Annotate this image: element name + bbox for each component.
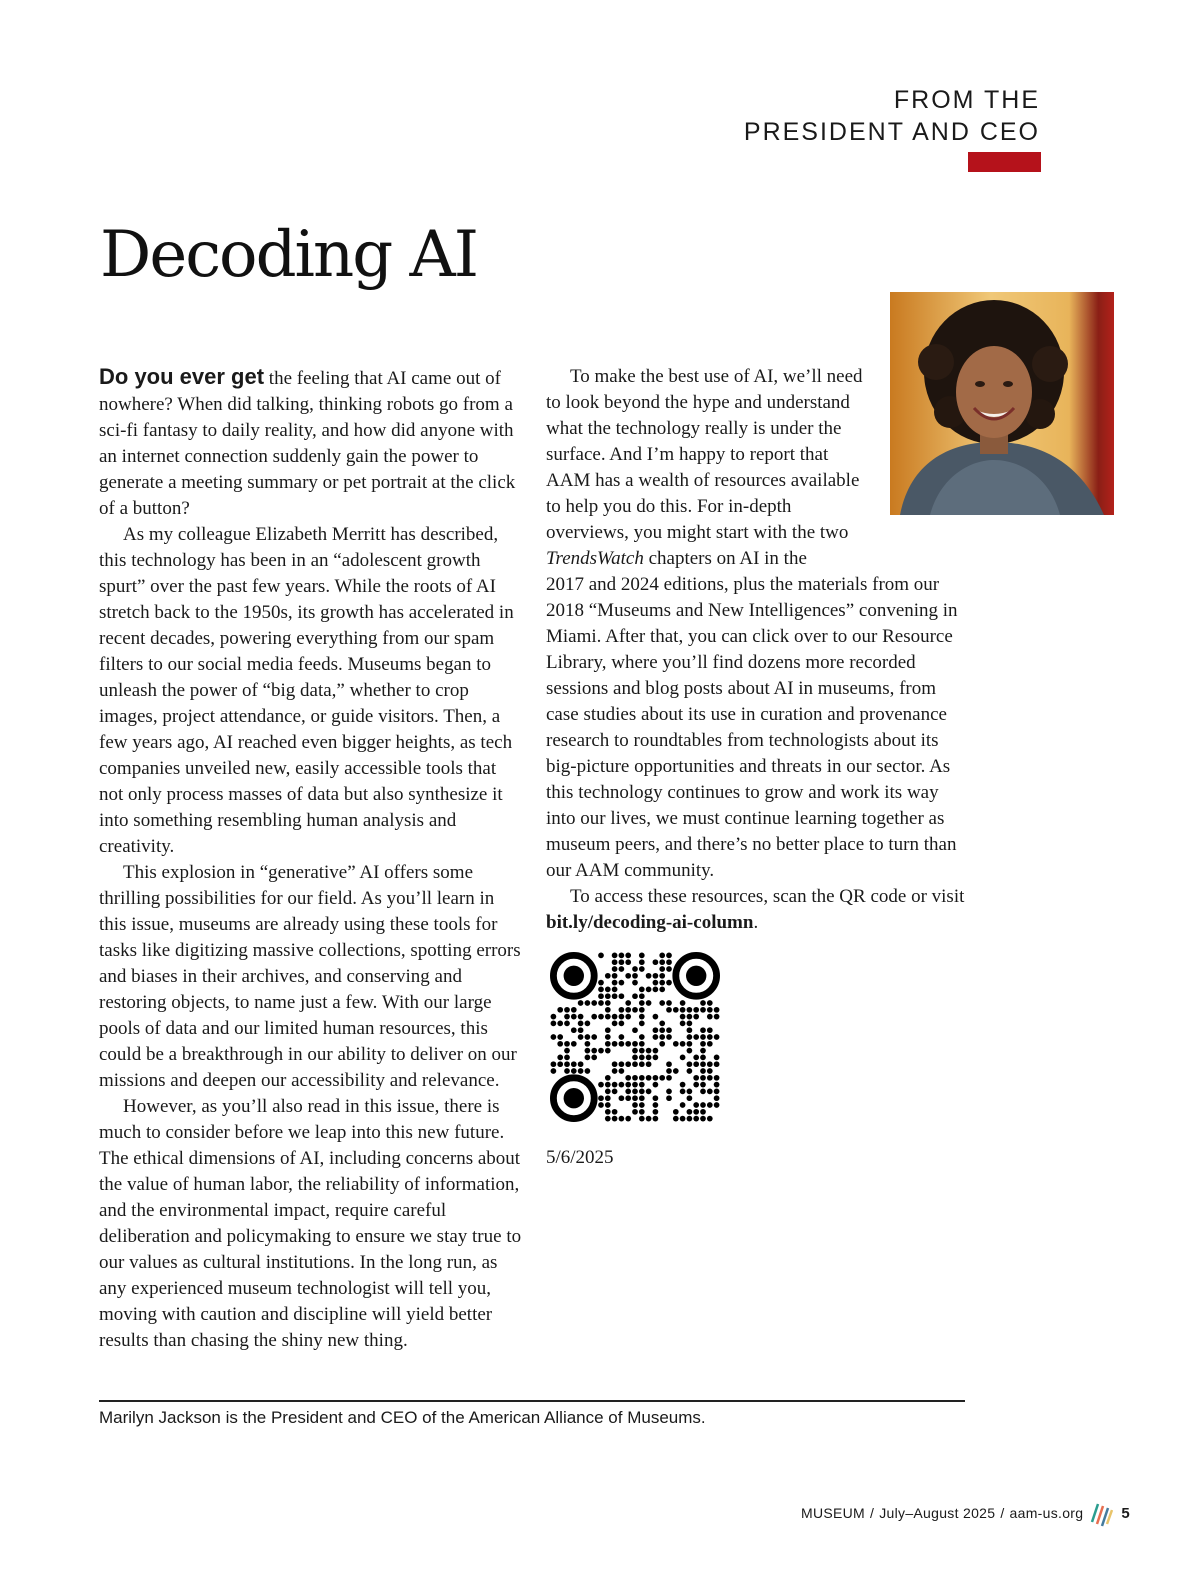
paragraph-5-continued: 2017 and 2024 editions, plus the materials from our 2018 “Museums and New Intelligences” convening in Miami. After that, you can click over to our Resource Library, where you’ll find dozens more recorded sessions and blog posts about AI in museums, from case studies about its use in curation and provenance research to roundtables from technologists about its big-picture opportunities and threats in our sector. As this technology continues to grow and work its way into our lives, we must continue learning together as museum peers, and there’s no better place to turn than our AAM community. xyxy=(546,574,958,881)
paragraph-1-text: the feeling that AI came out of nowhere? When did talking, thinking robots go from a sci-fi fantasy to daily reality, and how did anyone with an internet connection suddenly gain the power to generate a meeting summary or pet portrait at the click of a button? xyxy=(99,368,516,519)
page-number: 5 xyxy=(1121,1504,1130,1522)
article-column-right-bottom xyxy=(546,572,971,936)
aam-logo-icon xyxy=(1089,1498,1113,1528)
paragraph-6 xyxy=(546,884,971,936)
paragraph-4: However, as you’ll also read in this issue, there is much to consider before we leap into this new future. The ethical dimensions of AI, including concerns about the value of human labor, the reliability of information, and the environmental impact, require careful deliberation and policymaking to ensure we stay true to our values as cultural institutions. In the long run, as any experienced museum technologist will tell you, moving with caution and discipline will yield better results than chasing the shiny new thing. xyxy=(99,1096,522,1351)
paragraph-5-text: To make the best use of AI, we’ll need to look beyond the hype and understand what the technology really is under the surface. And I’m happy to report that AAM has a wealth of resources available to help you do this. For in-depth overviews, you might start with the two xyxy=(546,366,863,543)
separator: / xyxy=(870,1505,875,1521)
trendswatch-title: TrendsWatch xyxy=(546,548,644,569)
page-title: Decoding AI xyxy=(100,218,478,292)
paragraph-5-start xyxy=(546,364,876,572)
paragraph-5-tail: chapters on AI in the xyxy=(643,548,807,569)
paragraph-1 xyxy=(99,364,524,522)
section-label-line1: FROM THE xyxy=(893,86,1040,114)
website[interactable]: aam-us.org xyxy=(1009,1505,1084,1521)
author-bio: Marilyn Jackson is the President and CEO of the American Alliance of Museums. xyxy=(99,1408,706,1427)
section-label-line2: PRESIDENT AND CEO xyxy=(743,118,1040,146)
divider xyxy=(99,1400,965,1402)
section-label xyxy=(744,84,1040,148)
article-column-left xyxy=(99,364,524,1354)
resources-link[interactable]: bit.ly/decoding-ai-column xyxy=(546,912,754,933)
publish-date: 5/6/2025 xyxy=(546,1147,614,1168)
lead-in: Do you ever get xyxy=(99,364,265,389)
paragraph-6-text: To access these resources, scan the QR code or visit xyxy=(570,886,965,907)
qr-code[interactable] xyxy=(550,952,720,1122)
paragraph-2: As my colleague Elizabeth Merritt has described, this technology has been in an “adolescent growth spurt” over the past few years. While the roots of AI stretch back to the 1950s, its growth has accelerated in recent decades, powering everything from our spam filters to our social media feeds. Museums began to unleash the power of “big data,” whether to crop images, project attendance, or guide visitors. Then, a few years ago, AI reached even bigger heights, as tech companies unveiled new, easily accessible tools that not only process masses of data but also synthesize it into something resembling human analysis and creativity. xyxy=(99,524,514,857)
paragraph-6-end: . xyxy=(753,912,759,933)
publication-name: MUSEUM xyxy=(800,1505,866,1521)
author-portrait xyxy=(890,292,1114,515)
accent-bar xyxy=(968,152,1041,172)
paragraph-3: This explosion in “generative” AI offers some thrilling possibilities for our field. As you’ll learn in this issue, museums are already using these tools for tasks like digitizing massive collections, spotting errors and biases in their archives, and conserving and restoring objects, to name just a few. With our large pools of data and our limited human resources, this could be a breakthrough in our ability to deliver on our missions and deepen our accessibility and relevance. xyxy=(99,862,521,1091)
article-column-right-top xyxy=(546,364,876,572)
issue-date: July–August 2025 xyxy=(879,1505,996,1521)
page-footer xyxy=(801,1498,1130,1528)
separator: / xyxy=(1000,1505,1005,1521)
